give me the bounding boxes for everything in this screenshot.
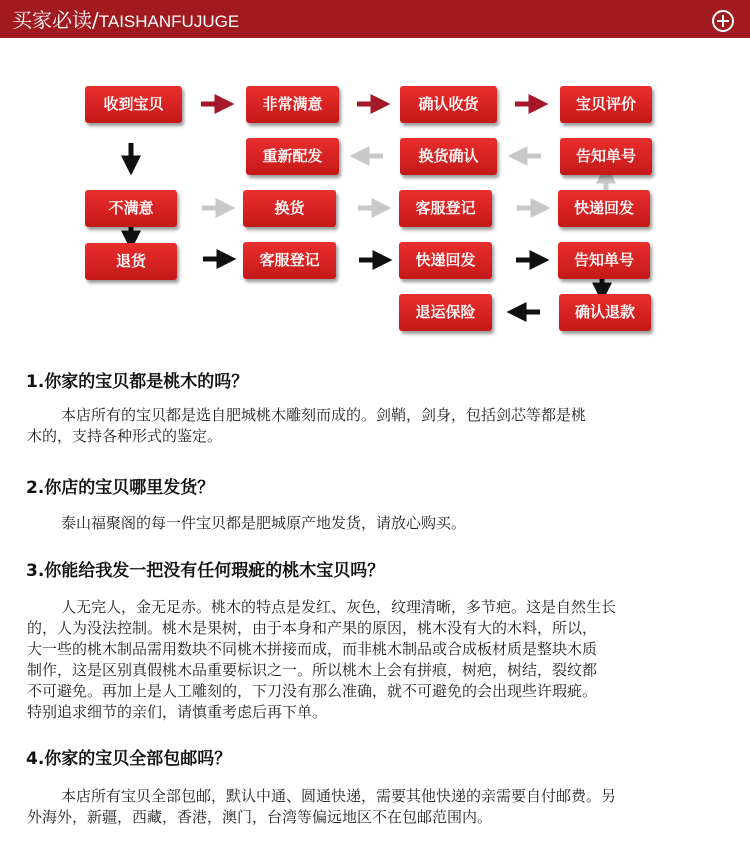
header-title-cn: 买家必读/ (12, 8, 99, 32)
faq-answer-line: 的，人为没法控制。桃木是果树，由于本身和产果的原因，桃木没有大的木料，所以， (27, 619, 598, 637)
flow-box-confirm-refund: 确认退款 (559, 294, 651, 331)
faq-answer-3 (27, 597, 732, 723)
flow-box-tracking-2: 告知单号 (558, 242, 650, 279)
faq-answer-line: 人无完人，金无足赤。桃木的特点是发红、灰色，纹理清晰，多节疤。这是自然生长 (61, 598, 617, 616)
flow-box-express-return-1: 快递回发 (558, 190, 650, 227)
flow-box-service-register-2: 客服登记 (243, 242, 336, 279)
flow-box-review: 宝贝评价 (560, 86, 652, 123)
faq-answer-line: 木的，支持各种形式的鉴定。 (27, 427, 223, 445)
faq-question-4: 4.你家的宝贝全部包邮吗？ (26, 749, 232, 769)
faq-answer-2 (27, 513, 732, 534)
flow-box-exchange-confirm: 换货确认 (400, 138, 497, 175)
faq-answer-line: 制作，这是区别真假桃木品重要标识之一。所以桃木上会有拼痕，树疤，树结，裂纹都 (27, 661, 598, 679)
flow-box-return-insurance: 退运保险 (399, 294, 492, 331)
faq-answer-4 (27, 786, 732, 828)
flow-box-express-return-2: 快递回发 (399, 242, 492, 279)
flow-box-reship: 重新配发 (246, 138, 339, 175)
faq-answer-line: 本店所有宝贝全部包邮，默认中通、圆通快递，需要其他快递的亲需要自付邮费。另 (61, 787, 617, 805)
faq-question-1: 1.你家的宝贝都是桃木的吗？ (26, 372, 249, 392)
flow-box-receive: 收到宝贝 (85, 86, 182, 123)
flow-box-very-satisfied: 非常满意 (246, 86, 339, 123)
flow-box-return: 退货 (85, 243, 177, 280)
faq-answer-line: 特别追求细节的亲们，请慎重考虑后再下单。 (27, 703, 328, 721)
faq-question-2: 2.你店的宝贝哪里发货？ (26, 478, 215, 498)
flow-box-service-register-1: 客服登记 (399, 190, 492, 227)
faq-question-3: 3.你能给我发一把没有任何瑕疵的桃木宝贝吗？ (26, 561, 385, 581)
faq-answer-line: 不可避免。再加上是人工雕刻的，下刀没有那么准确，就不可避免的会出现些许瑕疵。 (27, 682, 598, 700)
faq-answer-line: 本店所有的宝贝都是选自肥城桃木雕刻而成的。剑鞘，剑身，包括剑芯等都是桃 (61, 406, 587, 424)
faq-answer-line: 外海外，新疆，西藏，香港，澳门，台湾等偏远地区不在包邮范围内。 (27, 808, 493, 826)
header-title-en: TAISHANFUJUGE (98, 12, 240, 31)
faq-answer-1 (27, 405, 732, 447)
faq-answer-line: 泰山福聚阁的每一件宝贝都是肥城原产地发货，请放心购买。 (61, 514, 467, 532)
flow-box-exchange: 换货 (243, 190, 336, 227)
flow-box-tracking-1: 告知单号 (560, 138, 652, 175)
flow-box-unsatisfied: 不满意 (85, 190, 177, 227)
faq-answer-line: 大一些的桃木制品需用数块不同桃木拼接而成，而非桃木制品或合成板材质是整块木质 (27, 640, 598, 658)
flow-box-confirm-receipt: 确认收货 (400, 86, 497, 123)
